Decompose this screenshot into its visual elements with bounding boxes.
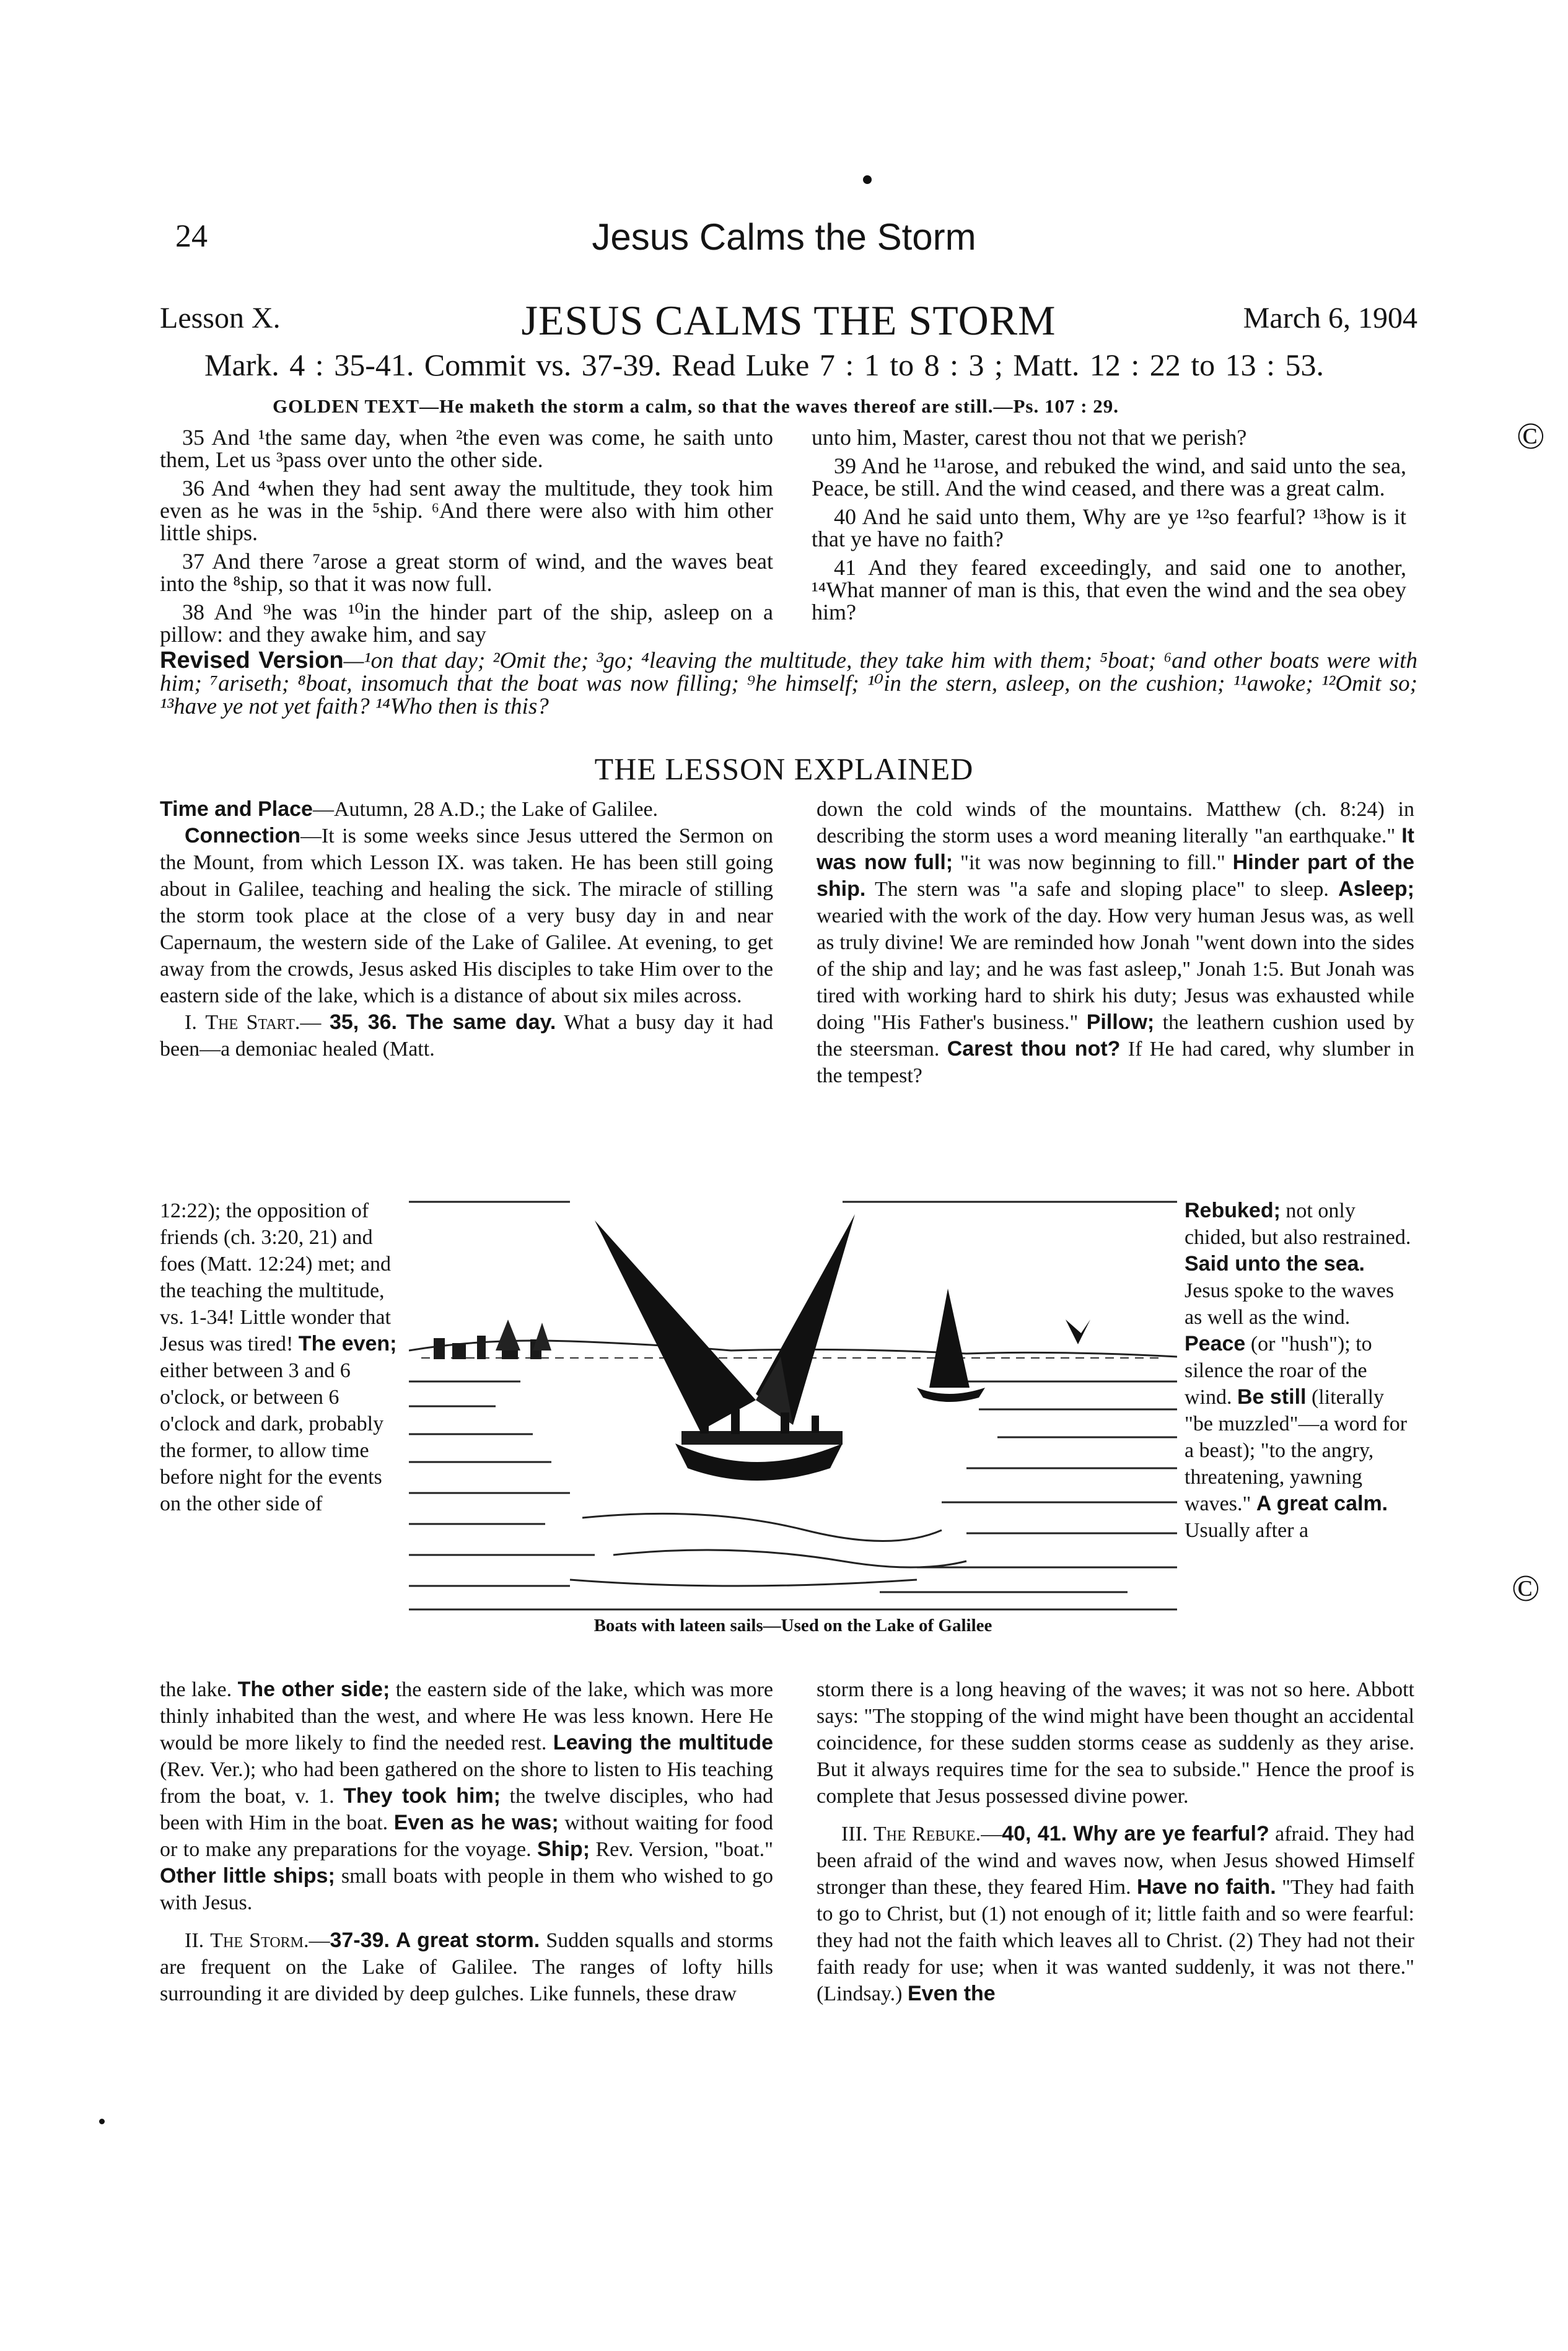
scripture-verse: 35 And ¹the same day, when ²the even was come, he saith unto them, Let us ³pass over unto the other side. xyxy=(160,425,773,472)
scripture-verse: 38 And ⁹he was ¹⁰in the hinder part of the ship, asleep on a pillow: and they awake him, and say xyxy=(160,600,773,647)
lesson-number: Lesson X. xyxy=(160,302,281,335)
sailboat-figure xyxy=(409,1196,1177,1642)
scripture-verse: unto him, Master, carest thou not that we perish? xyxy=(812,425,1247,450)
paragraph: the lake. The other side; the eastern side of the lake, which was more thinly inhabited than the west, and where He was less known. Here He would be more likely to find the needed rest. Leaving the multitude (Rev. Ver.); who had been gathered on the shore to listen to His teaching from the boat, v. 1. They took him; the twelve disciples, who had been with Him in the boat. Even as he was; without waiting for food or to make any preparations for the voyage. Ship; Rev. Version, "boat." Other little ships; small boats with people in them who wished to go with Jesus. xyxy=(160,1678,774,1914)
paragraph: storm there is a long heaving of the waves; it was not so here. Abbott says: "The stopping of the wind might have been thought an accidental coincidence, for these sudden storms cease as suddenly as they arise. But it always requires time for the sea to subside." Hence the proof is complete that Jesus possessed divine power. xyxy=(817,1678,1414,1808)
scripture-verse: 36 And ⁴when they had sent away the multitude, they took him even as he was in the ⁵ship. ⁶And there were also with him other little ships. xyxy=(160,476,773,545)
explained-right-wrap xyxy=(1185,1197,1414,1544)
paragraph: Connection—It is some weeks since Jesus uttered the Sermon on the Mount, from which Lesson IX. was taken. He has been still going about in Galilee, teaching and healing the sick. The miracle of stilling the storm took place at the close of a very busy day in and near Capernaum, the western side of the Lake of Galilee. At evening, to get away from the crowds, Jesus asked His disciples to take Him over to the eastern side of the lake, which is a distance of about six miles across. xyxy=(160,824,773,1007)
revised-label: Revised Version xyxy=(160,647,344,673)
paragraph: Time and Place—Autumn, 28 A.D.; the Lake of Galilee. xyxy=(160,797,659,821)
paragraph: Rebuked; not only chided, but also restrained. Said unto the sea. Jesus spoke to the waves as well as the wind. Peace (or "hush"); to silence the roar of the wind. Be still (literally "be muzzled"—a word for a beast); "to the angry, threatening, yawning waves." A great calm. Usually after a xyxy=(1185,1199,1411,1542)
reading-assignment: Mark. 4 : 35-41. Commit vs. 37-39. Read Luke 7 : 1 to 8 : 3 ; Matt. 12 : 22 to 13 : 53. xyxy=(204,348,1325,382)
lesson-title-row xyxy=(160,296,1417,346)
section-heading: THE LESSON EXPLAINED xyxy=(594,751,974,786)
scripture-verse: 37 And there ⁷arose a great storm of wind, and the waves beat into the ⁸ship, so that it was now full. xyxy=(160,549,773,596)
paragraph: I. The Start.— 35, 36. The same day. What a busy day it had been—a demoniac healed (Matt. xyxy=(160,1010,774,1061)
scripture-verse: 41 And they feared exceedingly, and said one to another, ¹⁴What manner of man is this, that even the wind and the sea obey him? xyxy=(812,555,1406,624)
paragraph: down the cold winds of the mountains. Matthew (ch. 8:24) in describing the storm uses a word meaning literally "an earthquake." It was now full; "it was now beginning to fill." Hinder part of the ship. The stern was "a safe and sloping place" to sleep. Asleep; wearied with the work of the day. How very human Jesus was, as well as truly divine! We are reminded how Jonah "went down into the sides of the ship and lay; and he was fast asleep," Jonah 1:5. But Jonah was tired with working hard to shirk his duty; Jesus was exhausted while doing "His Father's business." Pillow; the leathern cushion used by the steersman. Carest thou not? If He had cared, why slumber in the tempest? xyxy=(817,798,1415,1087)
page-number: 24 xyxy=(175,219,208,254)
scripture-verse: 40 And he said unto them, Why are ye ¹²so fearful? ¹³how is it that ye have no faith? xyxy=(812,504,1406,551)
paragraph: 12:22); the opposition of friends (ch. 3:20, 21) and foes (Matt. 12:24) met; and the teaching the multitude, vs. 1-34! Little wonder that Jesus was tired! The even; either between 3 and 6 o'clock, or between 6 o'clock and dark, probably the former, to allow time before night for the events on the other side of xyxy=(160,1199,397,1515)
explained-left-wrap xyxy=(160,1197,398,1517)
revised-version xyxy=(160,649,1417,718)
scripture-verse: 39 And he ¹¹arose, and rebuked the wind, and said unto the sea, Peace, be still. And the wind ceased, and there was a great calm. xyxy=(812,453,1406,501)
golden-text: GOLDEN TEXT—He maketh the storm a calm, so that the waves thereof are still.—Ps. 107 : 29. xyxy=(273,395,1119,417)
explained-right-top xyxy=(817,796,1414,1089)
paragraph: III. The Rebuke.—40, 41. Why are ye fearful? afraid. They had been afraid of the wind and waves now, when Jesus showed Himself stronger than these, they feared Him. Have no faith. "They had faith to go to Christ, but (1) not enough of it; little faith and so were fearful: they had not the faith which leaves all to Christ. (2) They had not their faith ready for use; when it was wanted suddenly, it was not there." (Lindsay.) Even the xyxy=(817,1822,1414,2005)
running-title: Jesus Calms the Storm xyxy=(592,216,976,258)
printer-dot xyxy=(863,175,872,184)
explained-left-bottom xyxy=(160,1676,773,2007)
printer-dot xyxy=(99,2119,105,2124)
paragraph: II. The Storm.—37-39. A great storm. Sudden squalls and storms are frequent on the Lake of Galilee. The ranges of lofty hills surrounding it are divided by deep gulches. Like funnels, these draw xyxy=(160,1929,773,2005)
margin-mark: © xyxy=(1512,1568,1540,1609)
lesson-title: JESUS CALMS THE STORM xyxy=(521,297,1056,344)
explained-right-bottom xyxy=(817,1676,1414,2007)
scripture-left-column xyxy=(160,426,773,652)
lesson-date: March 6, 1904 xyxy=(1243,302,1417,335)
sailboat-engraving-icon xyxy=(409,1196,1177,1617)
explained-left-top xyxy=(160,796,773,1062)
scripture-right-column xyxy=(812,426,1406,629)
figure-caption: Boats with lateen sails—Used on the Lake of Galilee xyxy=(593,1616,992,1635)
margin-mark: © xyxy=(1517,416,1545,457)
revised-text: —¹on that day; ²Omit the; ³go; ⁴leaving the multitude, they take him with them; ⁵boat; ⁶and other boats were with him; ⁷ariseth; ⁸boat, insomuch that the boat was now filling; ⁹he himself; ¹⁰in the stern, asleep, on the cushion; ¹¹awoke; ¹²Omit so; ¹³have ye not yet faith? ¹⁴Who then is this? xyxy=(160,648,1417,719)
